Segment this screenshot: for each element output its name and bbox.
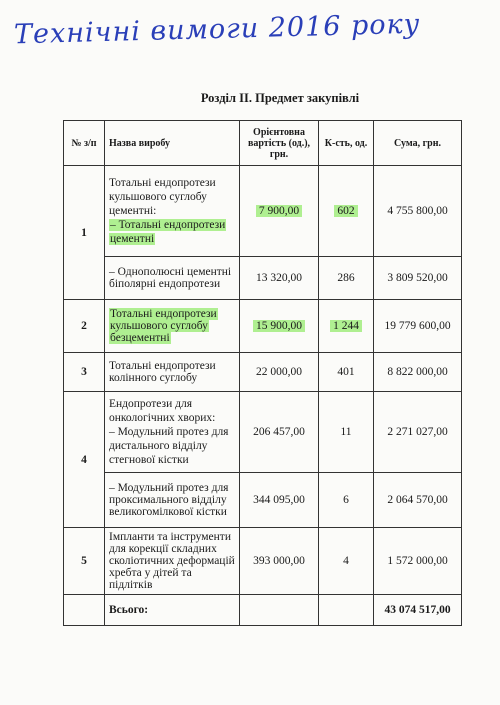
item-price: 13 320,00	[240, 257, 319, 300]
item-price: 206 457,00	[240, 392, 319, 473]
header-num: № з/п	[64, 121, 105, 166]
item-price-cell	[240, 300, 319, 353]
table-row	[64, 166, 462, 257]
table-row	[64, 353, 462, 392]
item-sum: 19 779 600,00	[374, 300, 462, 353]
header-name: Назва виробу	[105, 121, 240, 166]
item-name: Тотальні ендопротези кульшового суглобу безцементні	[110, 308, 217, 344]
item-qty: 1 244	[330, 320, 362, 332]
row-number: 2	[64, 300, 105, 353]
item-price: 7 900,00	[256, 205, 302, 217]
item-qty: 11	[319, 392, 374, 473]
item-qty: 602	[334, 205, 357, 217]
item-price: 393 000,00	[240, 528, 319, 595]
header-price: Орієнтовна вартість (од.), грн.	[240, 121, 319, 166]
table-row	[64, 528, 462, 595]
table-row	[64, 392, 462, 473]
item-qty: 286	[319, 257, 374, 300]
item-price-cell	[240, 166, 319, 257]
item-sum: 8 822 000,00	[374, 353, 462, 392]
item-price: 15 900,00	[253, 320, 305, 332]
item-sum: 2 064 570,00	[374, 473, 462, 528]
total-price-cell	[240, 595, 319, 626]
item-name: – Модульний протез для дистального відділу стегнової кістки	[109, 426, 229, 466]
item-name: Імпланти та інструменти для корекції складних сколіотичних деформацій хребта у дітей та підлітків	[105, 528, 240, 595]
total-row	[64, 595, 462, 626]
row-intro: Ендопротези для онкологічних хворих:	[109, 398, 216, 424]
procurement-table	[63, 120, 462, 626]
item-sum: 3 809 520,00	[374, 257, 462, 300]
row-number: 3	[64, 353, 105, 392]
row-number: 1	[64, 166, 105, 300]
item-qty-cell	[319, 166, 374, 257]
item-price: 344 095,00	[240, 473, 319, 528]
item-name-cell	[105, 166, 240, 257]
item-qty: 4	[319, 528, 374, 595]
item-sum: 2 271 027,00	[374, 392, 462, 473]
total-sum: 43 074 517,00	[374, 595, 462, 626]
header-sum: Сума, грн.	[374, 121, 462, 166]
item-name: – Тотальні ендопротези цементні	[110, 219, 226, 245]
total-num-cell	[64, 595, 105, 626]
row-number: 5	[64, 528, 105, 595]
item-sum: 4 755 800,00	[374, 166, 462, 257]
item-qty: 401	[319, 353, 374, 392]
row-intro: Тотальні ендопротези кульшового суглобу цементні:	[109, 177, 216, 217]
item-name-cell	[105, 392, 240, 473]
table-header-row	[64, 121, 462, 166]
item-name-cell	[105, 300, 240, 353]
table-row	[64, 257, 462, 300]
table-row	[64, 300, 462, 353]
item-sum: 1 572 000,00	[374, 528, 462, 595]
row-number: 4	[64, 392, 105, 528]
item-qty: 6	[319, 473, 374, 528]
table-row	[64, 473, 462, 528]
item-name: – Модульний протез для проксимального відділу великогомілкової кістки	[105, 473, 240, 528]
item-name: Тотальні ендопротези колінного суглобу	[105, 353, 240, 392]
header-qty: К-сть, од.	[319, 121, 374, 166]
handwritten-note: Технічні вимоги 2016 року	[13, 8, 421, 51]
item-qty-cell	[319, 300, 374, 353]
total-qty-cell	[319, 595, 374, 626]
item-name: – Однополюсні цементні біполярні ендопротези	[105, 257, 240, 300]
total-label: Всього:	[105, 595, 240, 626]
item-price: 22 000,00	[240, 353, 319, 392]
section-title: Розділ ІІ. Предмет закупівлі	[200, 91, 360, 105]
